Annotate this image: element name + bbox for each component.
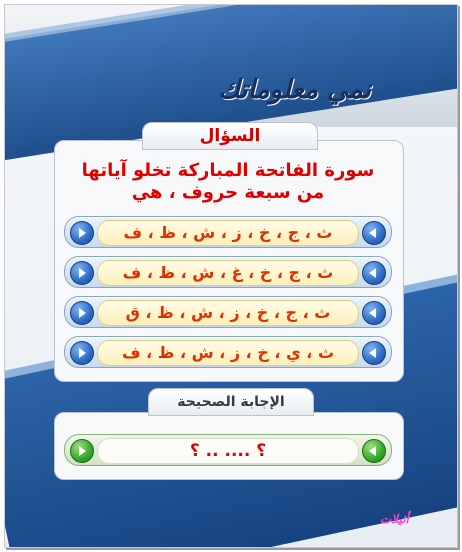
question-tab bbox=[142, 122, 318, 150]
option-3[interactable] bbox=[64, 296, 392, 328]
option-4[interactable] bbox=[64, 336, 392, 368]
play-left-icon[interactable] bbox=[70, 221, 94, 245]
question-line-1: سورة الفاتحة المباركة تخلو آياتها bbox=[81, 160, 375, 181]
answer-tab bbox=[148, 388, 314, 416]
answer-title: الإجابة الصحيحة bbox=[177, 394, 285, 410]
play-right-icon[interactable] bbox=[362, 221, 386, 245]
header bbox=[5, 5, 457, 127]
option-3-label[interactable]: ث ، ج ، خ ، ز ، ش ، ظ ، ق bbox=[97, 300, 359, 326]
signature: أثيلات bbox=[380, 512, 409, 526]
question-line-2: من سبعة حروف ، هي bbox=[131, 182, 325, 203]
answer-bar[interactable] bbox=[64, 434, 392, 466]
question-title: السؤال bbox=[199, 126, 261, 146]
play-right-icon[interactable] bbox=[362, 341, 386, 365]
play-left-icon[interactable] bbox=[70, 261, 94, 285]
option-2-label[interactable]: ث ، ج ، خ ، غ ، ش ، ظ ، ف bbox=[97, 260, 359, 286]
app-logo: نمي معلوماتك bbox=[218, 75, 371, 105]
option-1-label[interactable]: ث ، ج ، خ ، ز ، ش ، ظ ، ف bbox=[97, 220, 359, 246]
answer-value: ؟ .... .. ؟ bbox=[97, 438, 359, 464]
play-right-icon[interactable] bbox=[362, 261, 386, 285]
play-left-icon[interactable] bbox=[70, 301, 94, 325]
option-1[interactable] bbox=[64, 216, 392, 248]
play-right-icon[interactable] bbox=[362, 301, 386, 325]
green-play-left-icon[interactable] bbox=[70, 439, 94, 463]
play-left-icon[interactable] bbox=[70, 341, 94, 365]
green-play-right-icon[interactable] bbox=[362, 439, 386, 463]
option-4-label[interactable]: ث ، ي ، خ ، ز ، ش ، ظ ، ف bbox=[97, 340, 359, 366]
option-2[interactable] bbox=[64, 256, 392, 288]
question-text bbox=[54, 160, 402, 204]
